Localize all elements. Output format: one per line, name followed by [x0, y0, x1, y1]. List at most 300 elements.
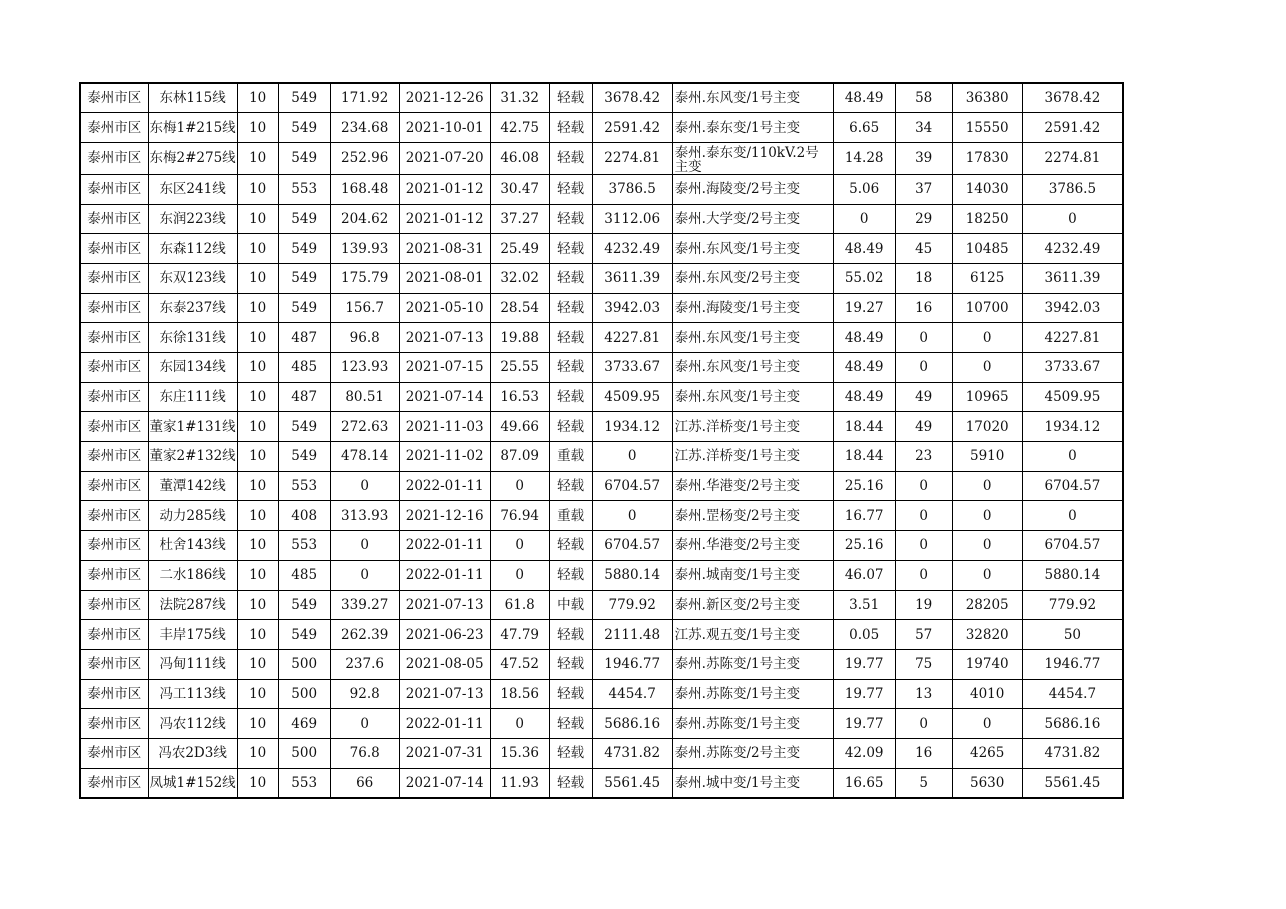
cell-margin: 3786.5 [592, 174, 672, 204]
cell-available: 2274.81 [1022, 142, 1123, 174]
cell-margin: 1946.77 [592, 649, 672, 679]
cell-status: 轻载 [549, 83, 592, 113]
cell-sub-load-rate: 25.16 [833, 471, 895, 501]
cell-substation: 江苏.洋桥变/1号主变 [672, 412, 833, 442]
cell-voltage: 10 [237, 442, 278, 472]
cell-load: 339.27 [330, 590, 399, 620]
cell-users: 58 [895, 83, 952, 113]
cell-load-rate: 42.75 [490, 113, 549, 143]
cell-load: 204.62 [330, 204, 399, 234]
cell-voltage: 10 [237, 174, 278, 204]
cell-margin: 4454.7 [592, 679, 672, 709]
cell-voltage: 10 [237, 501, 278, 531]
cell-voltage: 10 [237, 113, 278, 143]
table-row [80, 293, 1123, 323]
cell-load-rate: 11.93 [490, 768, 549, 798]
cell-load: 66 [330, 768, 399, 798]
cell-status: 轻载 [549, 234, 592, 264]
cell-sub-load-rate: 19.77 [833, 679, 895, 709]
cell-load-rate: 47.79 [490, 620, 549, 650]
cell-voltage: 10 [237, 204, 278, 234]
cell-users: 0 [895, 560, 952, 590]
cell-load-rate: 28.54 [490, 293, 549, 323]
cell-voltage: 10 [237, 323, 278, 353]
cell-region: 泰州市区 [80, 174, 148, 204]
cell-substation: 泰州.大学变/2号主变 [672, 204, 833, 234]
cell-status: 轻载 [549, 709, 592, 739]
cell-sub-load-rate: 0 [833, 204, 895, 234]
cell-capacity: 500 [278, 649, 330, 679]
cell-user-capacity: 4265 [952, 738, 1022, 768]
cell-capacity: 469 [278, 709, 330, 739]
cell-status: 轻载 [549, 738, 592, 768]
cell-status: 轻载 [549, 649, 592, 679]
data-table [79, 82, 1124, 799]
table-row [80, 353, 1123, 383]
cell-voltage: 10 [237, 620, 278, 650]
cell-region: 泰州市区 [80, 293, 148, 323]
cell-available: 50 [1022, 620, 1123, 650]
cell-available: 5686.16 [1022, 709, 1123, 739]
cell-load: 80.51 [330, 382, 399, 412]
cell-line-name: 东梅2#275线 [148, 142, 237, 174]
cell-available: 3678.42 [1022, 83, 1123, 113]
cell-user-capacity: 36380 [952, 83, 1022, 113]
cell-date: 2021-10-01 [399, 113, 490, 143]
cell-line-name: 董家2#132线 [148, 442, 237, 472]
cell-line-name: 冯甸111线 [148, 649, 237, 679]
cell-load: 252.96 [330, 142, 399, 174]
cell-load: 262.39 [330, 620, 399, 650]
cell-voltage: 10 [237, 353, 278, 383]
cell-date: 2021-07-31 [399, 738, 490, 768]
cell-region: 泰州市区 [80, 442, 148, 472]
cell-voltage: 10 [237, 142, 278, 174]
cell-load-rate: 76.94 [490, 501, 549, 531]
cell-users: 16 [895, 293, 952, 323]
cell-user-capacity: 0 [952, 531, 1022, 561]
cell-capacity: 549 [278, 590, 330, 620]
cell-load-rate: 19.88 [490, 323, 549, 353]
cell-load: 175.79 [330, 263, 399, 293]
cell-line-name: 东徐131线 [148, 323, 237, 353]
cell-line-name: 丰岸175线 [148, 620, 237, 650]
cell-users: 0 [895, 709, 952, 739]
table-row [80, 620, 1123, 650]
cell-sub-load-rate: 55.02 [833, 263, 895, 293]
cell-date: 2021-12-26 [399, 83, 490, 113]
cell-voltage: 10 [237, 679, 278, 709]
cell-capacity: 500 [278, 679, 330, 709]
cell-voltage: 10 [237, 709, 278, 739]
cell-margin: 6704.57 [592, 531, 672, 561]
cell-load-rate: 32.02 [490, 263, 549, 293]
cell-users: 57 [895, 620, 952, 650]
cell-status: 轻载 [549, 323, 592, 353]
cell-user-capacity: 10700 [952, 293, 1022, 323]
cell-region: 泰州市区 [80, 649, 148, 679]
cell-capacity: 549 [278, 113, 330, 143]
cell-margin: 4509.95 [592, 382, 672, 412]
cell-region: 泰州市区 [80, 412, 148, 442]
cell-date: 2021-08-01 [399, 263, 490, 293]
cell-users: 13 [895, 679, 952, 709]
cell-available: 6704.57 [1022, 531, 1123, 561]
cell-margin: 3112.06 [592, 204, 672, 234]
cell-capacity: 408 [278, 501, 330, 531]
cell-available: 3611.39 [1022, 263, 1123, 293]
cell-load: 272.63 [330, 412, 399, 442]
cell-margin: 4731.82 [592, 738, 672, 768]
table-row [80, 590, 1123, 620]
cell-capacity: 549 [278, 620, 330, 650]
cell-load-rate: 46.08 [490, 142, 549, 174]
cell-capacity: 485 [278, 560, 330, 590]
cell-load: 237.6 [330, 649, 399, 679]
cell-capacity: 549 [278, 234, 330, 264]
cell-sub-load-rate: 48.49 [833, 382, 895, 412]
cell-capacity: 549 [278, 204, 330, 234]
cell-voltage: 10 [237, 83, 278, 113]
cell-user-capacity: 4010 [952, 679, 1022, 709]
table-row [80, 471, 1123, 501]
cell-line-name: 冯农2D3线 [148, 738, 237, 768]
cell-load: 478.14 [330, 442, 399, 472]
table-row [80, 531, 1123, 561]
cell-load: 234.68 [330, 113, 399, 143]
cell-date: 2021-05-10 [399, 293, 490, 323]
cell-sub-load-rate: 16.65 [833, 768, 895, 798]
cell-user-capacity: 0 [952, 560, 1022, 590]
cell-capacity: 549 [278, 412, 330, 442]
cell-margin: 4232.49 [592, 234, 672, 264]
cell-substation: 泰州.东风变/1号主变 [672, 382, 833, 412]
cell-sub-load-rate: 48.49 [833, 323, 895, 353]
cell-available: 0 [1022, 204, 1123, 234]
cell-status: 轻载 [549, 204, 592, 234]
cell-user-capacity: 0 [952, 471, 1022, 501]
cell-load: 156.7 [330, 293, 399, 323]
cell-voltage: 10 [237, 234, 278, 264]
cell-date: 2021-07-13 [399, 323, 490, 353]
cell-region: 泰州市区 [80, 620, 148, 650]
cell-margin: 2111.48 [592, 620, 672, 650]
cell-line-name: 二水186线 [148, 560, 237, 590]
cell-load: 96.8 [330, 323, 399, 353]
cell-date: 2022-01-11 [399, 531, 490, 561]
cell-load-rate: 30.47 [490, 174, 549, 204]
cell-line-name: 东庄111线 [148, 382, 237, 412]
cell-line-name: 东园134线 [148, 353, 237, 383]
cell-date: 2021-07-20 [399, 142, 490, 174]
cell-region: 泰州市区 [80, 382, 148, 412]
cell-substation: 泰州.苏陈变/1号主变 [672, 679, 833, 709]
cell-substation: 泰州.华港变/2号主变 [672, 471, 833, 501]
cell-user-capacity: 28205 [952, 590, 1022, 620]
table-body [80, 83, 1123, 798]
cell-sub-load-rate: 18.44 [833, 412, 895, 442]
cell-load-rate: 87.09 [490, 442, 549, 472]
cell-available: 4227.81 [1022, 323, 1123, 353]
cell-users: 75 [895, 649, 952, 679]
cell-user-capacity: 18250 [952, 204, 1022, 234]
cell-status: 轻载 [549, 113, 592, 143]
table-row [80, 142, 1123, 174]
cell-status: 重载 [549, 442, 592, 472]
cell-status: 轻载 [549, 768, 592, 798]
cell-status: 中载 [549, 590, 592, 620]
cell-status: 轻载 [549, 293, 592, 323]
cell-margin: 6704.57 [592, 471, 672, 501]
cell-substation: 泰州.东风变/2号主变 [672, 263, 833, 293]
cell-load: 92.8 [330, 679, 399, 709]
cell-region: 泰州市区 [80, 531, 148, 561]
cell-substation: 江苏.洋桥变/1号主变 [672, 442, 833, 472]
cell-substation: 泰州.东风变/1号主变 [672, 323, 833, 353]
cell-available: 0 [1022, 442, 1123, 472]
cell-voltage: 10 [237, 531, 278, 561]
table-row [80, 560, 1123, 590]
cell-load: 0 [330, 560, 399, 590]
cell-available: 0 [1022, 501, 1123, 531]
cell-available: 779.92 [1022, 590, 1123, 620]
cell-capacity: 549 [278, 83, 330, 113]
cell-substation: 泰州.海陵变/2号主变 [672, 174, 833, 204]
cell-date: 2022-01-11 [399, 709, 490, 739]
cell-region: 泰州市区 [80, 560, 148, 590]
cell-sub-load-rate: 46.07 [833, 560, 895, 590]
cell-capacity: 553 [278, 471, 330, 501]
cell-date: 2021-11-03 [399, 412, 490, 442]
cell-status: 轻载 [549, 263, 592, 293]
cell-line-name: 董潭142线 [148, 471, 237, 501]
cell-voltage: 10 [237, 293, 278, 323]
cell-line-name: 杜舍143线 [148, 531, 237, 561]
cell-sub-load-rate: 18.44 [833, 442, 895, 472]
cell-load: 0 [330, 709, 399, 739]
cell-substation: 泰州.新区变/2号主变 [672, 590, 833, 620]
table-row [80, 412, 1123, 442]
cell-date: 2021-07-14 [399, 382, 490, 412]
cell-voltage: 10 [237, 471, 278, 501]
cell-capacity: 549 [278, 293, 330, 323]
cell-load-rate: 18.56 [490, 679, 549, 709]
cell-capacity: 487 [278, 382, 330, 412]
cell-substation: 泰州.华港变/2号主变 [672, 531, 833, 561]
cell-substation: 江苏.观五变/1号主变 [672, 620, 833, 650]
cell-user-capacity: 17020 [952, 412, 1022, 442]
cell-status: 轻载 [549, 620, 592, 650]
cell-load: 139.93 [330, 234, 399, 264]
cell-capacity: 553 [278, 174, 330, 204]
cell-margin: 1934.12 [592, 412, 672, 442]
cell-users: 5 [895, 768, 952, 798]
cell-voltage: 10 [237, 263, 278, 293]
cell-region: 泰州市区 [80, 263, 148, 293]
cell-voltage: 10 [237, 590, 278, 620]
cell-load: 123.93 [330, 353, 399, 383]
table-row [80, 174, 1123, 204]
cell-date: 2021-01-12 [399, 174, 490, 204]
cell-line-name: 动力285线 [148, 501, 237, 531]
cell-capacity: 549 [278, 263, 330, 293]
cell-load-rate: 0 [490, 560, 549, 590]
cell-load-rate: 15.36 [490, 738, 549, 768]
cell-status: 轻载 [549, 382, 592, 412]
cell-load-rate: 61.8 [490, 590, 549, 620]
cell-margin: 3942.03 [592, 293, 672, 323]
cell-users: 37 [895, 174, 952, 204]
cell-users: 16 [895, 738, 952, 768]
cell-substation: 泰州.苏陈变/2号主变 [672, 738, 833, 768]
cell-sub-load-rate: 48.49 [833, 234, 895, 264]
cell-margin: 3733.67 [592, 353, 672, 383]
cell-load-rate: 31.32 [490, 83, 549, 113]
cell-load: 313.93 [330, 501, 399, 531]
cell-capacity: 500 [278, 738, 330, 768]
cell-load-rate: 16.53 [490, 382, 549, 412]
cell-region: 泰州市区 [80, 768, 148, 798]
table-row [80, 442, 1123, 472]
cell-available: 4454.7 [1022, 679, 1123, 709]
table-row [80, 679, 1123, 709]
cell-available: 5880.14 [1022, 560, 1123, 590]
cell-line-name: 东梅1#215线 [148, 113, 237, 143]
cell-status: 轻载 [549, 531, 592, 561]
cell-available: 5561.45 [1022, 768, 1123, 798]
table-row [80, 382, 1123, 412]
cell-user-capacity: 0 [952, 323, 1022, 353]
cell-voltage: 10 [237, 382, 278, 412]
table-row [80, 501, 1123, 531]
cell-status: 重载 [549, 501, 592, 531]
cell-substation: 泰州.苏陈变/1号主变 [672, 649, 833, 679]
cell-region: 泰州市区 [80, 738, 148, 768]
cell-substation: 泰州.城中变/1号主变 [672, 768, 833, 798]
cell-line-name: 东森112线 [148, 234, 237, 264]
cell-user-capacity: 0 [952, 501, 1022, 531]
cell-users: 0 [895, 353, 952, 383]
cell-load-rate: 47.52 [490, 649, 549, 679]
cell-line-name: 东泰237线 [148, 293, 237, 323]
cell-sub-load-rate: 5.06 [833, 174, 895, 204]
cell-date: 2021-07-13 [399, 679, 490, 709]
cell-voltage: 10 [237, 768, 278, 798]
cell-capacity: 549 [278, 142, 330, 174]
cell-user-capacity: 0 [952, 353, 1022, 383]
table-row [80, 768, 1123, 798]
cell-load: 168.48 [330, 174, 399, 204]
cell-capacity: 487 [278, 323, 330, 353]
cell-load-rate: 37.27 [490, 204, 549, 234]
cell-sub-load-rate: 6.65 [833, 113, 895, 143]
cell-user-capacity: 19740 [952, 649, 1022, 679]
cell-available: 1946.77 [1022, 649, 1123, 679]
cell-users: 23 [895, 442, 952, 472]
cell-load: 0 [330, 471, 399, 501]
cell-available: 3786.5 [1022, 174, 1123, 204]
cell-date: 2021-08-31 [399, 234, 490, 264]
cell-load-rate: 0 [490, 471, 549, 501]
cell-user-capacity: 32820 [952, 620, 1022, 650]
cell-substation: 泰州.海陵变/1号主变 [672, 293, 833, 323]
cell-date: 2021-07-14 [399, 768, 490, 798]
cell-voltage: 10 [237, 738, 278, 768]
cell-load: 76.8 [330, 738, 399, 768]
cell-date: 2021-11-02 [399, 442, 490, 472]
cell-users: 0 [895, 323, 952, 353]
cell-substation: 泰州.苏陈变/1号主变 [672, 709, 833, 739]
cell-region: 泰州市区 [80, 204, 148, 234]
cell-margin: 779.92 [592, 590, 672, 620]
cell-sub-load-rate: 48.49 [833, 83, 895, 113]
cell-users: 49 [895, 412, 952, 442]
cell-load-rate: 25.49 [490, 234, 549, 264]
cell-users: 29 [895, 204, 952, 234]
cell-load: 0 [330, 531, 399, 561]
table-row [80, 113, 1123, 143]
table-row [80, 234, 1123, 264]
cell-region: 泰州市区 [80, 83, 148, 113]
cell-user-capacity: 10485 [952, 234, 1022, 264]
cell-sub-load-rate: 3.51 [833, 590, 895, 620]
table-row [80, 649, 1123, 679]
cell-region: 泰州市区 [80, 234, 148, 264]
cell-sub-load-rate: 19.27 [833, 293, 895, 323]
cell-line-name: 董家1#131线 [148, 412, 237, 442]
table-row [80, 263, 1123, 293]
cell-margin: 3678.42 [592, 83, 672, 113]
cell-status: 轻载 [549, 679, 592, 709]
cell-margin: 2591.42 [592, 113, 672, 143]
cell-available: 4232.49 [1022, 234, 1123, 264]
cell-line-name: 冯工113线 [148, 679, 237, 709]
table-row [80, 83, 1123, 113]
cell-date: 2021-06-23 [399, 620, 490, 650]
cell-date: 2021-07-13 [399, 590, 490, 620]
table-row [80, 709, 1123, 739]
cell-status: 轻载 [549, 412, 592, 442]
cell-date: 2022-01-11 [399, 560, 490, 590]
cell-users: 0 [895, 501, 952, 531]
cell-date: 2021-07-15 [399, 353, 490, 383]
cell-region: 泰州市区 [80, 353, 148, 383]
cell-user-capacity: 17830 [952, 142, 1022, 174]
cell-line-name: 法院287线 [148, 590, 237, 620]
cell-capacity: 553 [278, 531, 330, 561]
cell-voltage: 10 [237, 560, 278, 590]
cell-substation: 泰州.东风变/1号主变 [672, 83, 833, 113]
cell-substation: 泰州.城南变/1号主变 [672, 560, 833, 590]
cell-user-capacity: 15550 [952, 113, 1022, 143]
cell-sub-load-rate: 42.09 [833, 738, 895, 768]
cell-status: 轻载 [549, 353, 592, 383]
cell-margin: 4227.81 [592, 323, 672, 353]
cell-users: 34 [895, 113, 952, 143]
cell-line-name: 东双123线 [148, 263, 237, 293]
cell-line-name: 东林115线 [148, 83, 237, 113]
cell-region: 泰州市区 [80, 471, 148, 501]
cell-region: 泰州市区 [80, 323, 148, 353]
cell-region: 泰州市区 [80, 709, 148, 739]
cell-available: 4509.95 [1022, 382, 1123, 412]
cell-substation: 泰州.东风变/1号主变 [672, 234, 833, 264]
cell-sub-load-rate: 25.16 [833, 531, 895, 561]
cell-region: 泰州市区 [80, 501, 148, 531]
cell-margin: 3611.39 [592, 263, 672, 293]
cell-load-rate: 0 [490, 531, 549, 561]
cell-status: 轻载 [549, 142, 592, 174]
